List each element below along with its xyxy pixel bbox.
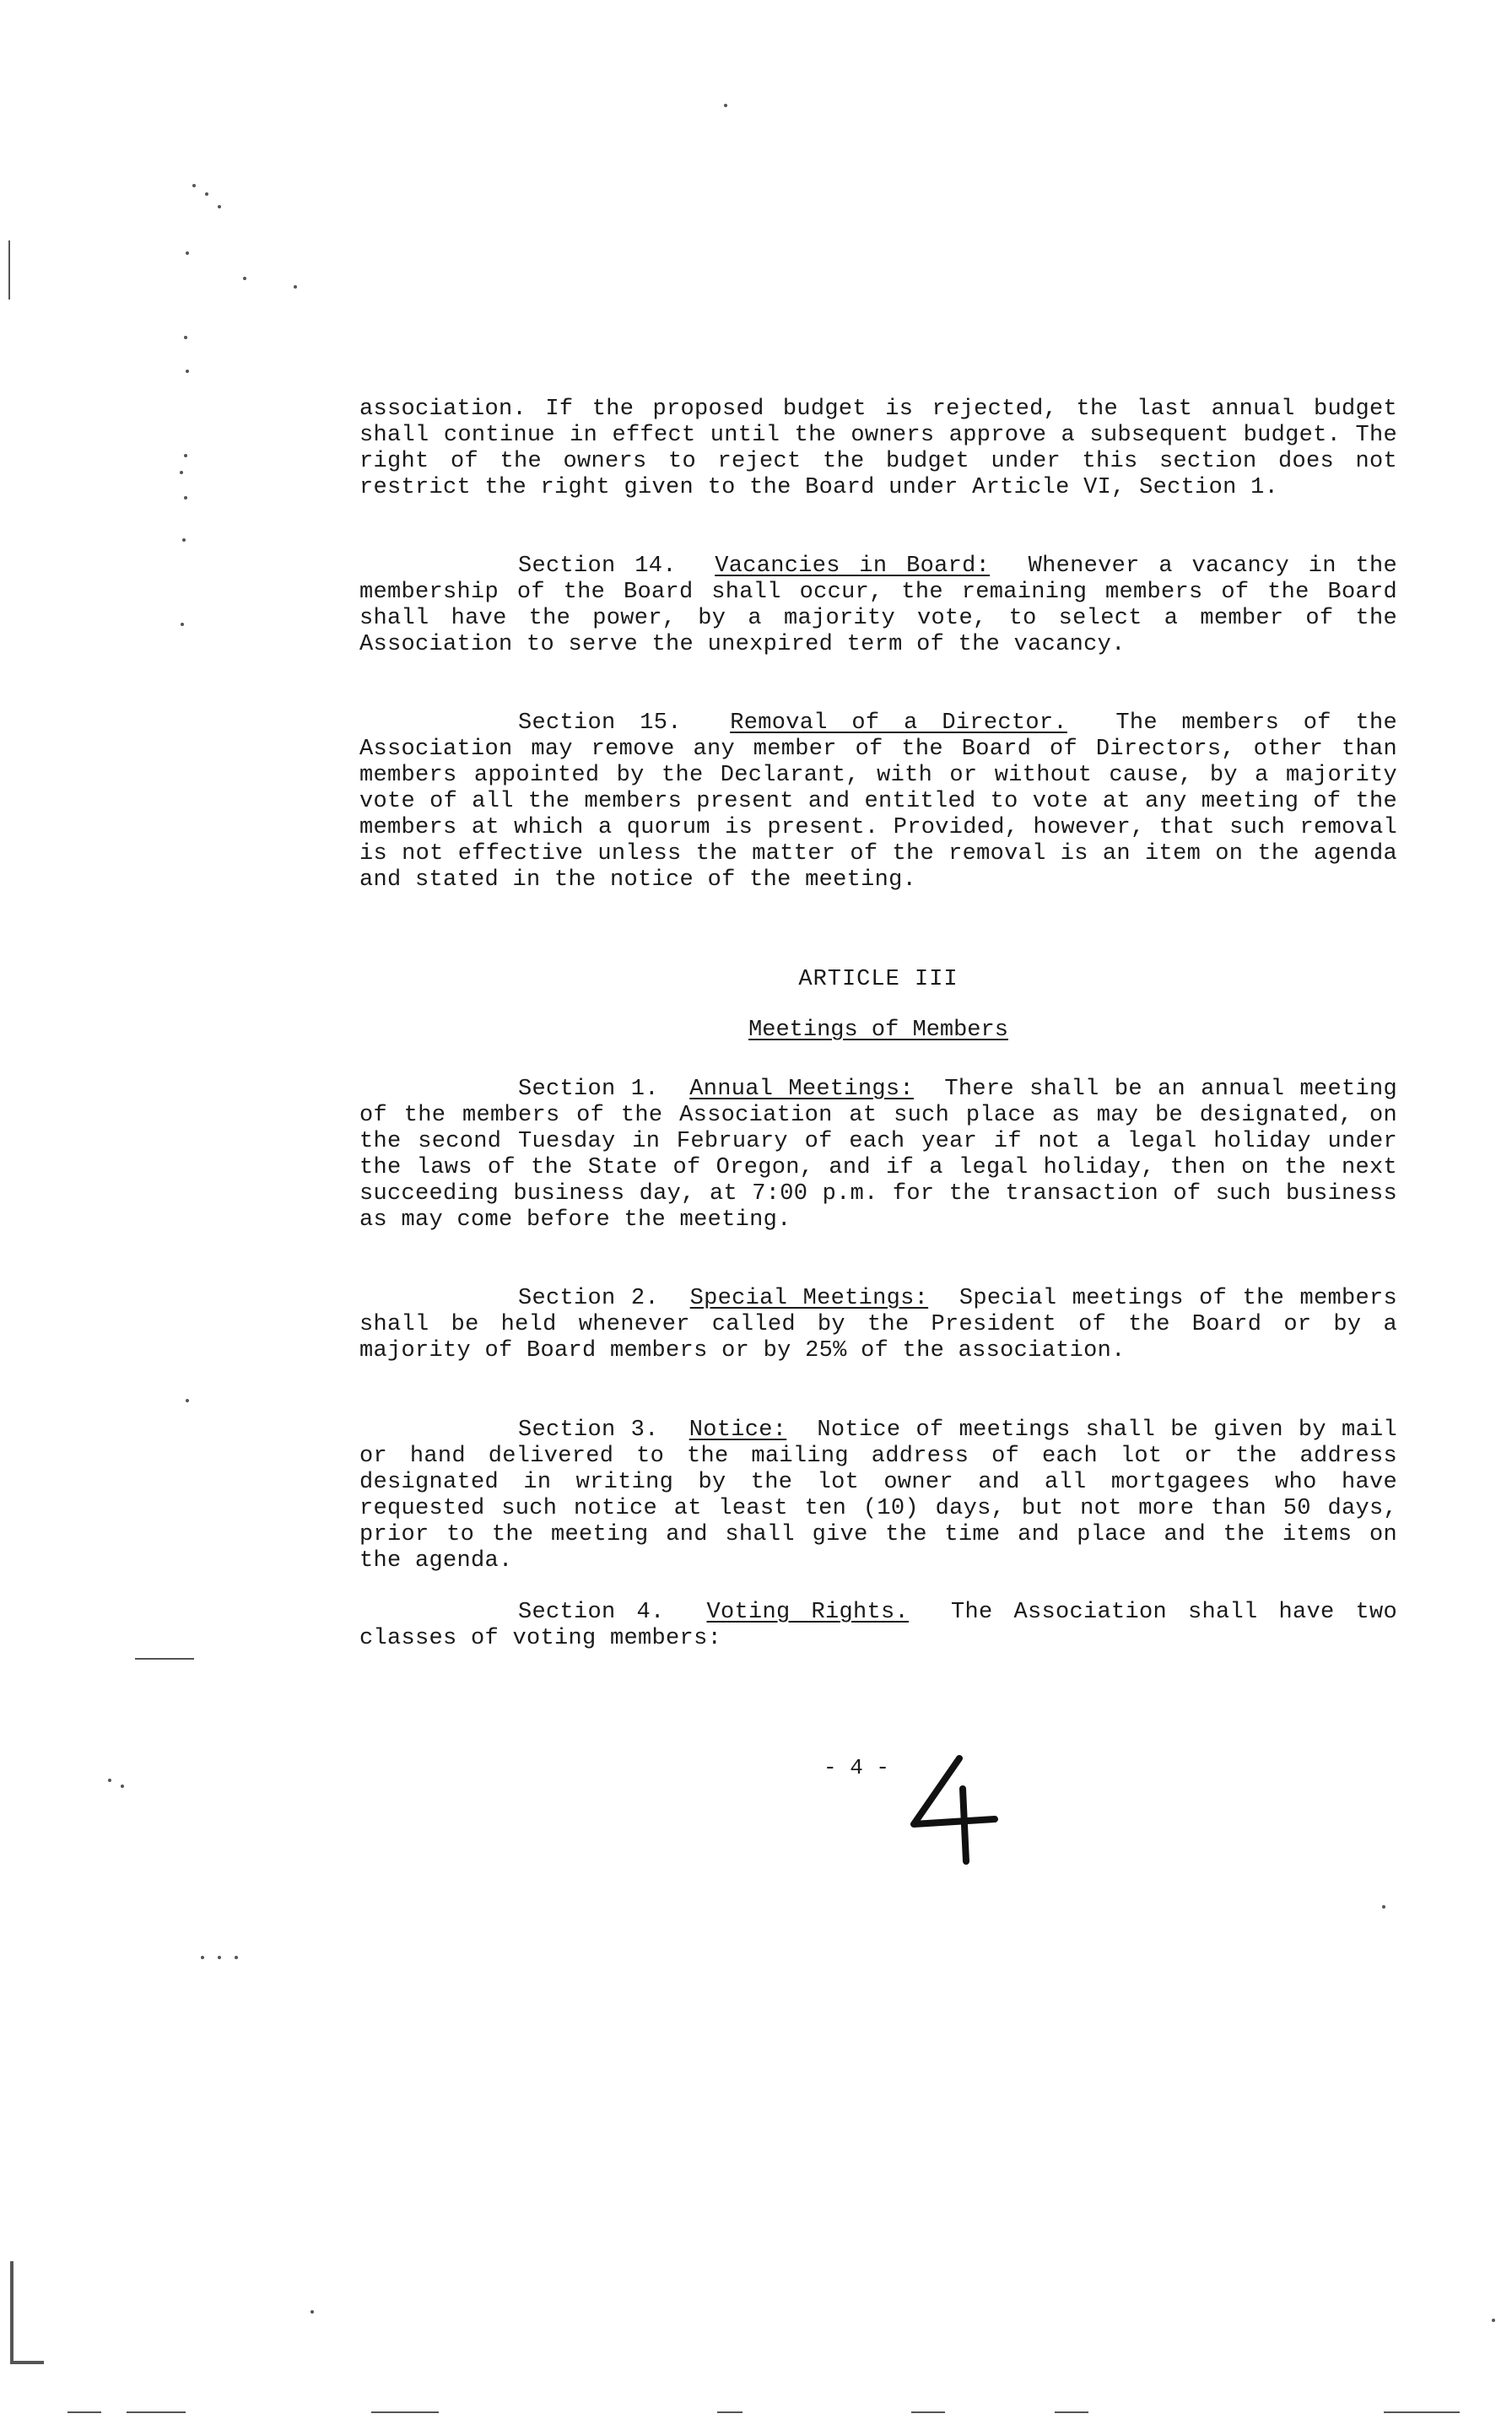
section-title: Notice: xyxy=(688,1418,787,1443)
section-label: Section 1. xyxy=(518,1077,659,1102)
section-title: Voting Rights. xyxy=(706,1600,910,1625)
section-label: Section 2. xyxy=(518,1286,659,1311)
page-number: - 4 - xyxy=(823,1755,889,1780)
section-text: Whenever a vacancy in the membership of the Board shall occur, the remaining members of the Board shall have the power, by a majority vote, to select a member of the Association to serve the unexpired term of the vacancy. xyxy=(359,554,1397,657)
section-text: There shall be an annual meeting of the members of the Association at such place as may be designated, on the second Tuesday in February of each year if not a legal holiday under the laws of the State of Oregon, and if a legal holiday, then on the next succeeding business day, at 7:00 p.m. for the transaction of such business as may come before the meeting. xyxy=(359,1077,1398,1233)
section-text: The members of the Association may remove any member of the Board of Directors, other than members appointed by the Declarant, with or without cause, by a majority vote of all the members present and entitled to vote at any meeting of the members at which a quorum is present. Provided, however, that such removal is not effective unless the matter of the removal is an item on the agenda and stated in the notice of the meeting. xyxy=(359,710,1398,893)
section-title: Vacancies in Board: xyxy=(715,554,991,579)
article-subheading: Meetings of Members xyxy=(748,1018,1008,1043)
section-text: Notice of meetings shall be given by mail or hand delivered to the mailing address of each lot or the address designated in writing by the lot owner and all mortgagees who have requested such notice at least ten (10) days, but not more than 50 days, prior to the meeting and shall give the time and place and the items on the agenda. xyxy=(359,1418,1397,1574)
section-title: Removal of a Director. xyxy=(730,710,1067,736)
intro-paragraph: association. If the proposed budget is rejected, the last annual budget shall continue in effect until the owners approve a subsequent budget. The right of the owners to reject the budget under this section does not restrict the right given to the Board under Article VI, Section 1. xyxy=(359,397,1397,500)
section-title: Annual Meetings: xyxy=(689,1077,914,1102)
section-label: Section 3. xyxy=(518,1418,659,1443)
section-label: Section 14. xyxy=(518,554,677,579)
section-label: Section 4. xyxy=(518,1600,665,1625)
article-heading: ARTICLE III xyxy=(798,967,958,992)
section-text: Special meetings of the members shall be held whenever called by the President of the Board or by a majority of Board members or by 25% of the association. xyxy=(359,1286,1397,1364)
section-title: Special Meetings: xyxy=(689,1286,929,1311)
section-label: Section 15. xyxy=(518,710,682,736)
section-text: The Association shall have two classes of voting members: xyxy=(359,1600,1397,1651)
